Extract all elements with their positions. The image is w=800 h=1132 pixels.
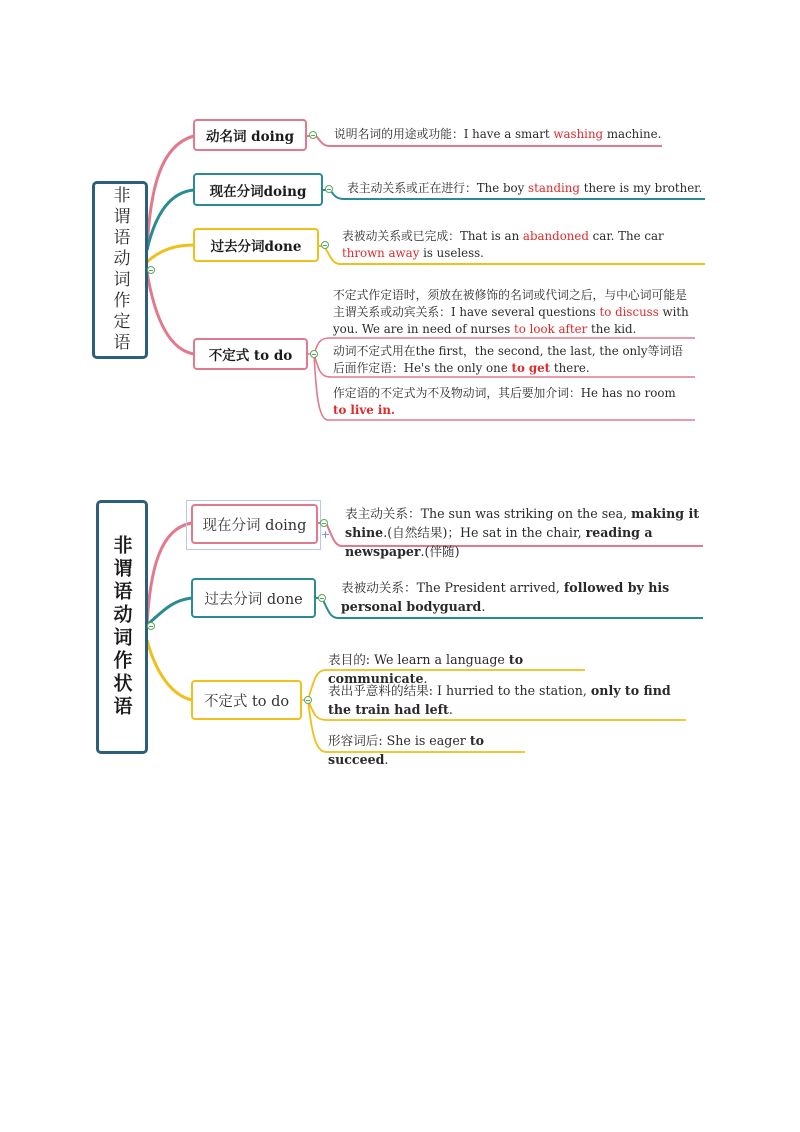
root-node[interactable] — [92, 181, 148, 359]
leaf-text-run: 表主动关系：The sun was striking on the sea, — [345, 506, 632, 521]
connector-root2-past — [147, 598, 192, 625]
collapse-toggle-icon[interactable] — [147, 622, 155, 630]
branch-label: 过去分词 done — [204, 591, 303, 608]
leaf-text-run: to discuss — [599, 305, 659, 319]
leaf-text — [328, 731, 528, 769]
leaf-text-run: .(伴随) — [420, 544, 460, 559]
leaf-text-run: 不定式作定语时，须放在被修饰的名词或代词之后，与中心词可能是主谓关系或动宾关系：I have several questions — [333, 288, 687, 319]
leaf-text-run: with you. We are in need of nurses — [333, 305, 689, 336]
leaf-text-run: 表出乎意料的结果: I hurried to the station, — [328, 683, 591, 698]
branch-infinitive[interactable] — [193, 338, 308, 370]
leaf-text-run: only to find the train had left — [328, 683, 671, 717]
connector-root2-infinitive — [147, 640, 192, 700]
leaf-text-run: washing — [553, 127, 604, 141]
leaf-text — [347, 180, 707, 197]
leaf-text-run: followed by his personal bodyguard — [341, 580, 670, 614]
branch-label: 动名词 doing — [205, 129, 295, 145]
leaf-text — [345, 504, 700, 561]
leaf-text-run: . — [384, 752, 389, 767]
collapse-toggle-icon[interactable] — [320, 519, 328, 527]
collapse-toggle-icon[interactable] — [147, 266, 155, 274]
leaf-text-run: 表被动关系：The President arrived, — [341, 580, 564, 595]
leaf-text-run: thrown away — [342, 246, 420, 260]
branch-past-participle[interactable] — [191, 578, 316, 618]
leaf-text-run: 表被动关系或已完成：That is an — [342, 229, 523, 243]
collapse-toggle-icon[interactable] — [310, 350, 318, 358]
leaf-text-run: standing — [528, 181, 580, 195]
branch-label: 不定式 to do — [203, 693, 290, 710]
leaf-text-run: there is my brother. — [579, 181, 703, 195]
branch-label: 不定式 to do — [208, 348, 293, 364]
collapse-toggle-icon[interactable] — [318, 594, 326, 602]
branch-label: 现在分词doing — [209, 183, 307, 200]
leaf-text-run: 表主动关系或正在进行：The boy — [347, 181, 529, 195]
leaf-text — [328, 681, 686, 719]
leaf-text-run: to look after — [514, 322, 588, 336]
leaf-text-run: . — [423, 671, 428, 686]
branch-label: 过去分词done — [210, 239, 302, 255]
leaf-text-run: to live in. — [333, 403, 396, 417]
leaf-text — [334, 126, 664, 143]
branch-label: 现在分词 doing — [202, 517, 307, 534]
root-label: 非谓语动词作定语 — [109, 186, 130, 354]
connector-root1-infinitive — [147, 272, 194, 354]
leaf-text-run: 作定语的不定式为不及物动词，其后要加介词：He has no room — [333, 386, 676, 400]
leaf-text-run: 表目的: We learn a language — [328, 652, 509, 667]
leaf-text-run: . — [448, 702, 453, 717]
collapse-toggle-icon[interactable] — [309, 131, 317, 139]
leaf-text-run: to succeed — [328, 733, 485, 767]
branch-past-participle[interactable] — [193, 228, 319, 262]
connector-root1-present — [147, 190, 194, 250]
leaf-text-run: abandoned — [522, 229, 589, 243]
collapse-toggle-icon[interactable] — [304, 696, 312, 704]
branch-present-participle[interactable] — [193, 173, 323, 206]
leaf-text-run: is useless. — [419, 246, 484, 260]
add-node-icon[interactable]: + — [321, 528, 331, 541]
branch-present-participle[interactable] — [191, 504, 318, 544]
leaf-text — [333, 287, 693, 338]
leaf-text — [333, 385, 683, 419]
leaf-text-run: 形容词后: She is eager — [328, 733, 470, 748]
leaf-text — [342, 228, 704, 262]
leaf-text-run: reading a newspaper — [345, 525, 653, 559]
leaf-text-run: car. The car — [588, 229, 664, 243]
root-label: 非谓语动词作状语 — [110, 535, 133, 719]
leaf-text — [333, 343, 693, 377]
branch-infinitive[interactable] — [191, 680, 302, 720]
collapse-toggle-icon[interactable] — [325, 185, 333, 193]
leaf-text-run: to get — [511, 361, 551, 375]
leaf-text-run: to communicate — [328, 652, 524, 686]
leaf-text-run: 动词不定式用在the first，the second, the last, the only等词语后面作定语：He's the only one — [333, 344, 683, 375]
leaf-text-run: making it shine — [345, 506, 700, 540]
leaf-text-run: . — [481, 599, 486, 614]
branch-gerund[interactable] — [193, 119, 307, 151]
collapse-toggle-icon[interactable] — [321, 241, 329, 249]
leaf-text-run: machine. — [603, 127, 662, 141]
leaf-text-run: 说明名词的用途或功能：I have a smart — [334, 127, 554, 141]
root-node[interactable] — [96, 500, 148, 754]
leaf-text — [341, 578, 701, 616]
connector-root1-past — [147, 245, 194, 262]
leaf-text-run: there. — [550, 361, 590, 375]
leaf-text-run: the kid. — [587, 322, 637, 336]
connector-root1-gerund — [147, 136, 194, 250]
leaf-text-run: .(自然结果)；He sat in the chair, — [383, 525, 586, 540]
